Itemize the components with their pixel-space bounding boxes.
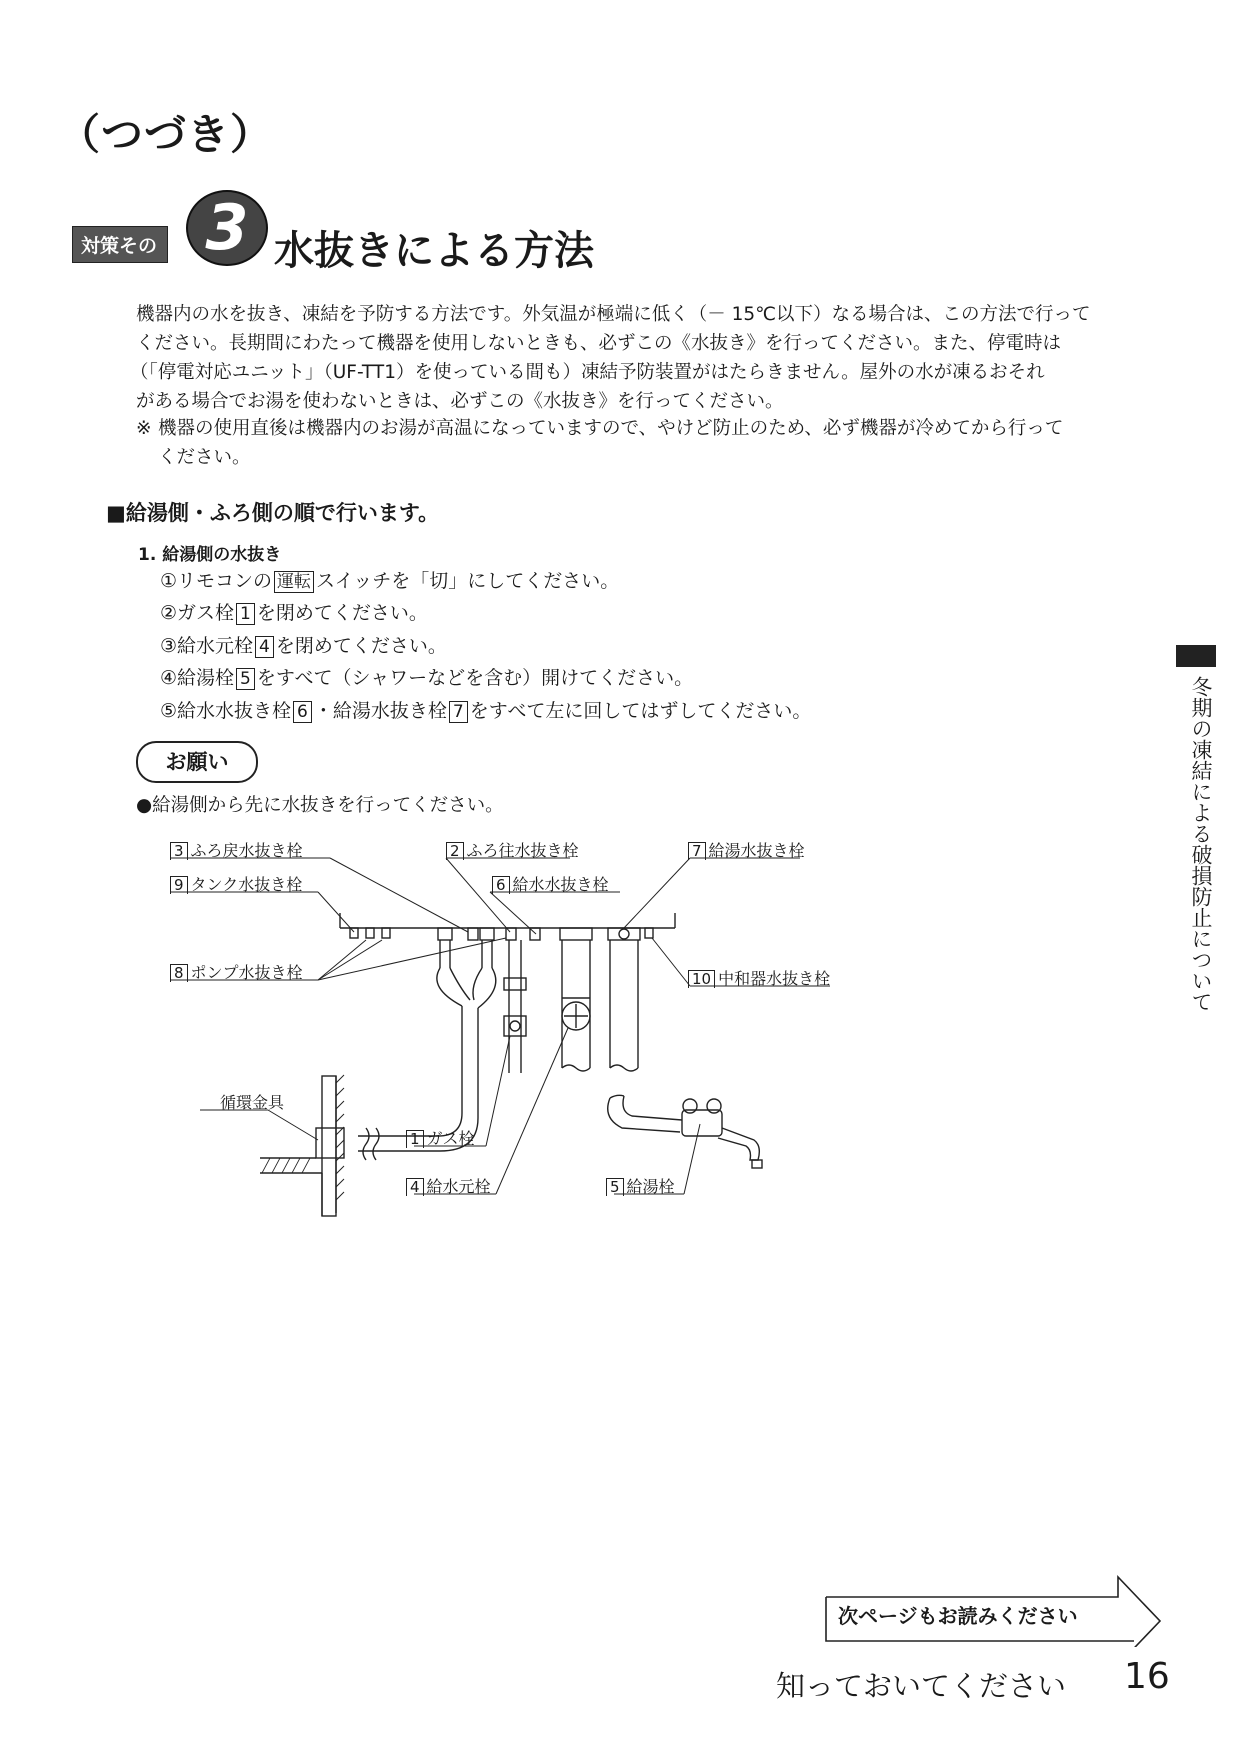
step-heading: 1. 給湯側の水抜き bbox=[138, 545, 282, 565]
continuation-title: （つづき） bbox=[58, 110, 274, 159]
part-number-box: 1 bbox=[236, 603, 255, 625]
step-item: ②ガス栓 1 を閉めてください。 bbox=[160, 602, 428, 624]
next-page-text: 次ページもお読みください bbox=[838, 1604, 1078, 1628]
label-tank-drain: 9 タンク水抜き栓 bbox=[170, 872, 350, 894]
intro-line: （「停電対応ユニット」（UF-TT1）を使っている間も）凍結予防装置がはたらきません。屋外の水が凍るおそれ bbox=[130, 362, 1045, 383]
remote-run-key: 運転 bbox=[274, 571, 314, 593]
label-hot-water-drain: 7 給湯水抜き栓 bbox=[688, 838, 848, 860]
part-number-box: 7 bbox=[449, 701, 468, 723]
side-tab-label: 冬期の凍結による破損防止について bbox=[1189, 676, 1213, 1012]
part-number-box: 5 bbox=[236, 668, 255, 690]
label-water-supply-drain: 6 給水水抜き栓 bbox=[492, 872, 672, 894]
label-gas-valve: 1 ガス栓 bbox=[406, 1126, 506, 1148]
step-item: ④給湯栓 5 をすべて（シャワーなどを含む）開けてください。 bbox=[160, 667, 694, 689]
note-line: 機器の使用直後は機器内のお湯が高温になっていますので、やけど防止のため、必ず機器が冷めてから行って bbox=[158, 418, 1064, 439]
step-item: ①リモコンの 運転 スイッチを「切」にしてください。 bbox=[160, 570, 620, 592]
order-heading: ■給湯側・ふろ側の順で行います。 bbox=[106, 501, 440, 525]
measure-prefix: 対策その bbox=[72, 226, 168, 263]
intro-line: 機器内の水を抜き、凍結を予防する方法です。外気温が極端に低く（－ 15℃以下）なる場合は、この方法で行って bbox=[136, 304, 1091, 325]
step-item: ③給水元栓 4 を閉めてください。 bbox=[160, 635, 447, 657]
label-furo-return-drain: 3 ふろ戻水抜き栓 bbox=[170, 838, 350, 860]
drain-plug-pump bbox=[382, 928, 390, 938]
step-item: ⑤給水水抜き栓 6 ・給湯水抜き栓 7 をすべて左に回してはずしてください。 bbox=[160, 700, 812, 722]
gas-valve bbox=[504, 1016, 526, 1036]
side-tab-marker bbox=[1176, 645, 1216, 667]
request-badge: お願い bbox=[136, 741, 258, 783]
circulation-fitting bbox=[316, 1128, 344, 1158]
section-title: 水抜きによる方法 bbox=[274, 228, 594, 274]
intro-paragraph bbox=[130, 300, 1171, 416]
part-number-box: 4 bbox=[255, 636, 274, 658]
label-furo-out-drain: 2 ふろ往水抜き栓 bbox=[446, 838, 626, 860]
label-pump-drain: 8 ポンプ水抜き栓 bbox=[170, 960, 350, 982]
drain-plug-furo-return bbox=[468, 928, 478, 940]
label-hot-water-faucet: 5 給湯栓 bbox=[606, 1174, 706, 1196]
plumbing-diagram bbox=[170, 828, 850, 1228]
measure-badge bbox=[68, 188, 268, 264]
note-mark: ※ bbox=[136, 418, 152, 439]
request-text: ●給湯側から先に水抜きを行ってください。 bbox=[136, 795, 504, 816]
footer-section-label: 知っておいてください bbox=[776, 1669, 1067, 1703]
drain-plug-neutralizer bbox=[645, 928, 653, 938]
measure-number: 3 bbox=[186, 190, 268, 266]
faucet-body bbox=[682, 1110, 722, 1136]
label-water-supply-valve: 4 給水元栓 bbox=[406, 1174, 516, 1196]
label-neutralizer-drain: 10 中和器水抜き栓 bbox=[688, 966, 848, 988]
drain-plug bbox=[366, 928, 374, 938]
page-number: 16 bbox=[1124, 1656, 1170, 1697]
intro-line: がある場合でお湯を使わないときは、必ずこの《水抜き》を行ってください。 bbox=[136, 391, 784, 412]
part-number-box: 6 bbox=[293, 701, 312, 723]
note-line: ください。 bbox=[158, 447, 251, 468]
label-circulation-fitting: 循環金具 bbox=[220, 1093, 285, 1112]
intro-line: ください。長期間にわたって機器を使用しないときも、必ずこの《水抜き》を行ってください。また、停電時は bbox=[136, 333, 1062, 354]
